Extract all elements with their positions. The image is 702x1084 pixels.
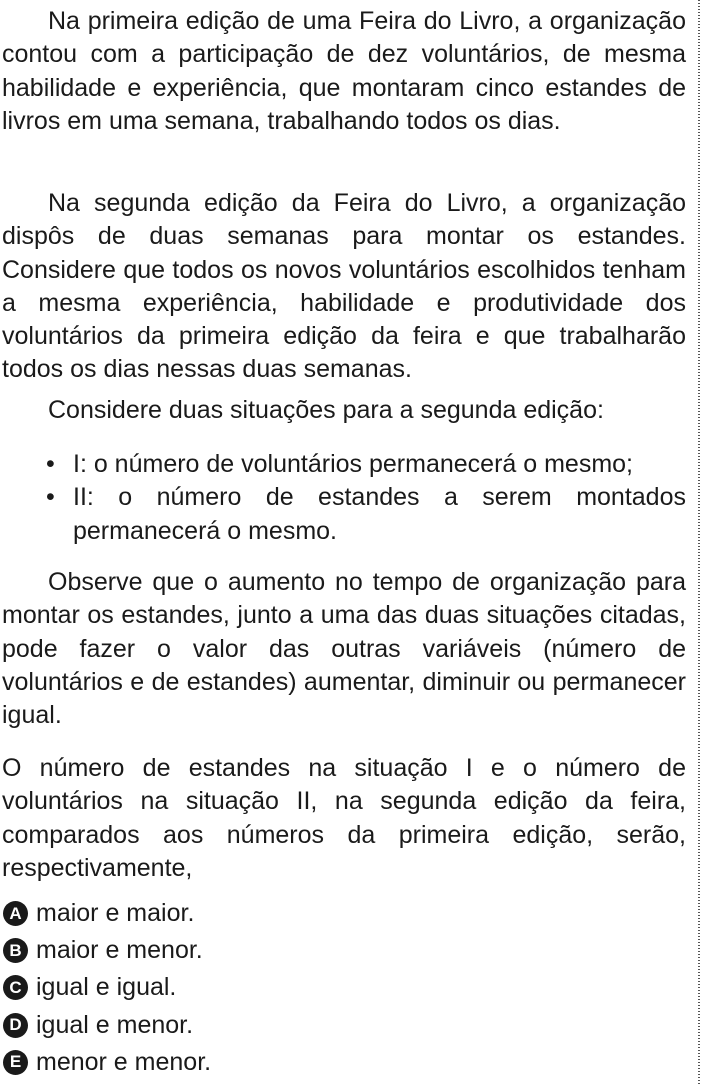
question-stem: O número de estandes na situação I e o número de voluntários na situação II, na segunda edição da feira, comparados aos números da primeira edição, serão, respectivamente, (2, 754, 686, 882)
observation-paragraph: Observe que o aumento no tempo de organização para montar os estandes, junto a uma das duas situações citadas, pode fazer o valor das outras variáveis (número de voluntários e de estandes) aumentar, diminuir ou permanecer igual. (2, 568, 686, 730)
intro-paragraph: Na primeira edição de uma Feira do Livro, a organização contou com a participação de dez voluntários, de mesma habilidade e experiência, que montaram cinco estandes de livros em uma semana, trabalhando todos os dias. (2, 7, 686, 135)
situation-text: II: o número de estandes a serem montados permanecerá o mesmo. (73, 483, 686, 545)
bullet-icon: • (46, 483, 55, 512)
option-text: igual e menor. (36, 1010, 194, 1039)
option-letter-badge: A (3, 901, 28, 926)
situation-text: I: o número de voluntários permanecerá o mesmo; (73, 450, 633, 478)
option-e[interactable] (3, 1044, 211, 1081)
situations-intro: Considere duas situações para a segunda edição: (48, 396, 604, 424)
column-divider (698, 0, 700, 1084)
option-text: menor e menor. (36, 1047, 212, 1076)
option-letter-badge: C (3, 975, 28, 1000)
option-c[interactable] (3, 969, 211, 1006)
situation-item (46, 481, 686, 548)
option-text: maior e menor. (36, 936, 203, 965)
situations-list (46, 448, 686, 548)
option-text: maior e maior. (36, 899, 195, 928)
option-b[interactable] (3, 932, 211, 969)
option-letter-badge: D (3, 1013, 28, 1038)
second-edition-paragraph: Na segunda edição da Feira do Livro, a organização dispôs de duas semanas para montar os estandes. Considere que todos os novos voluntários escolhidos tenham a mesma experiência, habilidade e produtividade dos voluntários da primeira edição da feira e que trabalharão todos os dias nessas duas semanas. (2, 189, 686, 384)
option-text: igual e igual. (36, 973, 177, 1002)
situation-item (46, 448, 686, 481)
option-letter-badge: E (3, 1050, 28, 1075)
option-letter-badge: B (3, 938, 28, 963)
option-d[interactable] (3, 1007, 211, 1044)
answer-options (3, 895, 211, 1081)
option-a[interactable] (3, 895, 211, 932)
bullet-icon: • (46, 450, 55, 478)
